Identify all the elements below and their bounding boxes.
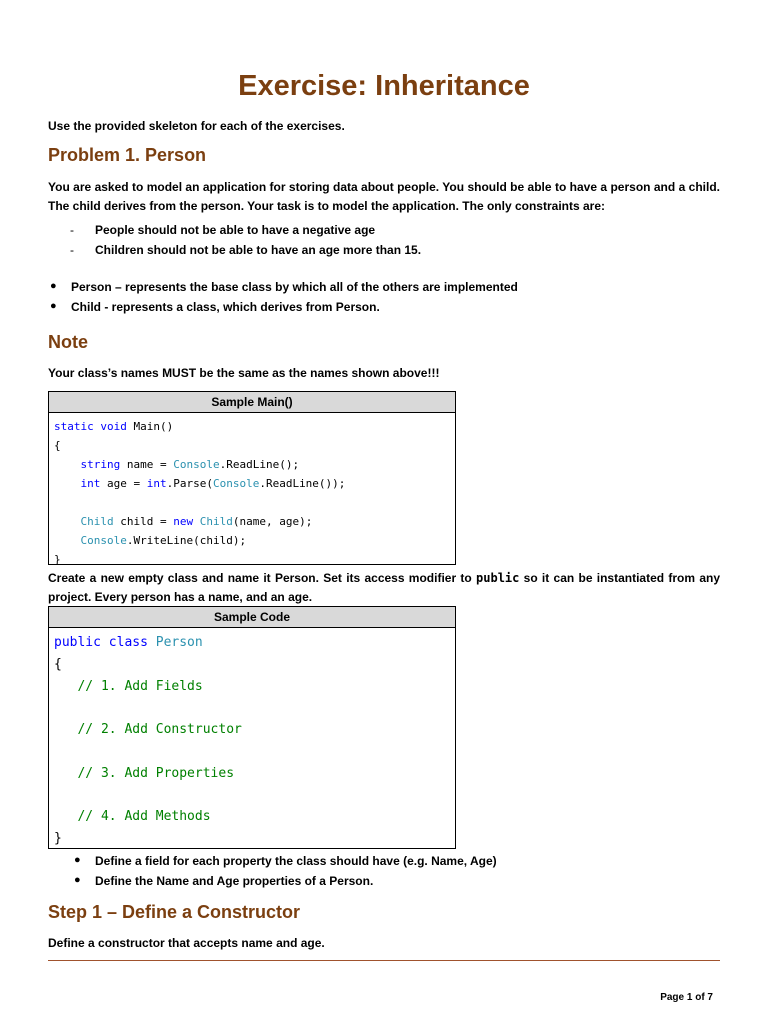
bullet-icon: ● [50,300,57,312]
page-number: Page 1 of 7 [660,992,713,1003]
step1-heading: Step 1 – Define a Constructor [48,902,301,922]
bullet-icon: ● [74,854,81,866]
constraint-item: People should not be able to have a negative age [95,223,376,237]
note-text-emphasis: MUST [162,366,197,380]
create-class-text [48,569,720,607]
note-text-before: Your class’s names [48,366,163,380]
sample-main-header: Sample Main() [49,392,455,413]
class-name: Child [71,300,101,314]
define-bullet: Define a field for each property the class should have (e.g. Name, Age) [95,854,497,868]
dash-icon: - [70,243,74,257]
sample-code-code: public class Person { // 1. Add Fields // 2. Add Constructor // 3. Add Properties // 4. Add Methods } [54,635,242,847]
bullet-icon: ● [74,874,81,886]
note-heading: Note [48,332,88,352]
sample-code-header: Sample Code [49,607,455,628]
note-text [48,364,720,383]
class-item-child [71,300,380,314]
define-bullet: Define the Name and Age properties of a Person. [95,874,374,888]
class-desc: - represents a class, which derives from Person. [101,300,380,314]
sample-code-box [48,606,456,849]
dash-icon: - [70,223,74,237]
constraint-item: Children should not be able to have an age more than 15. [95,243,422,257]
sample-main-box [48,391,456,565]
footer-divider [48,960,720,961]
inline-code: public [476,571,520,585]
bullet-icon: ● [50,280,57,292]
class-desc: – represents the base class by which all of the others are implemented [111,280,518,294]
problem-text: You are asked to model an application for storing data about people. You should be able to have a person and a child. The child derives from the person. Your task is to model the application. The only constraints are: [48,180,720,213]
create-text-part2: so it can be instantiated from any project. Every person has a name, and an age. [48,571,721,604]
page-title: Exercise: Inheritance [238,70,530,102]
create-text-part1: Create a new empty class and name it Person. Set its access modifier to [48,571,477,585]
class-name: Person [71,280,112,294]
class-item-person [71,280,518,294]
intro-text: Use the provided skeleton for each of the exercises. [48,119,345,133]
note-text-after: be the same as the names shown above!!! [196,366,440,380]
step1-text: Define a constructor that accepts name and age. [48,936,325,950]
sample-main-code: static void Main() { string name = Console.ReadLine(); int age = int.Parse(Console.ReadLine()); Child child = new Child(name, age); Console.WriteLine(child); } [54,420,346,566]
problem-heading: Problem 1. Person [48,145,207,165]
